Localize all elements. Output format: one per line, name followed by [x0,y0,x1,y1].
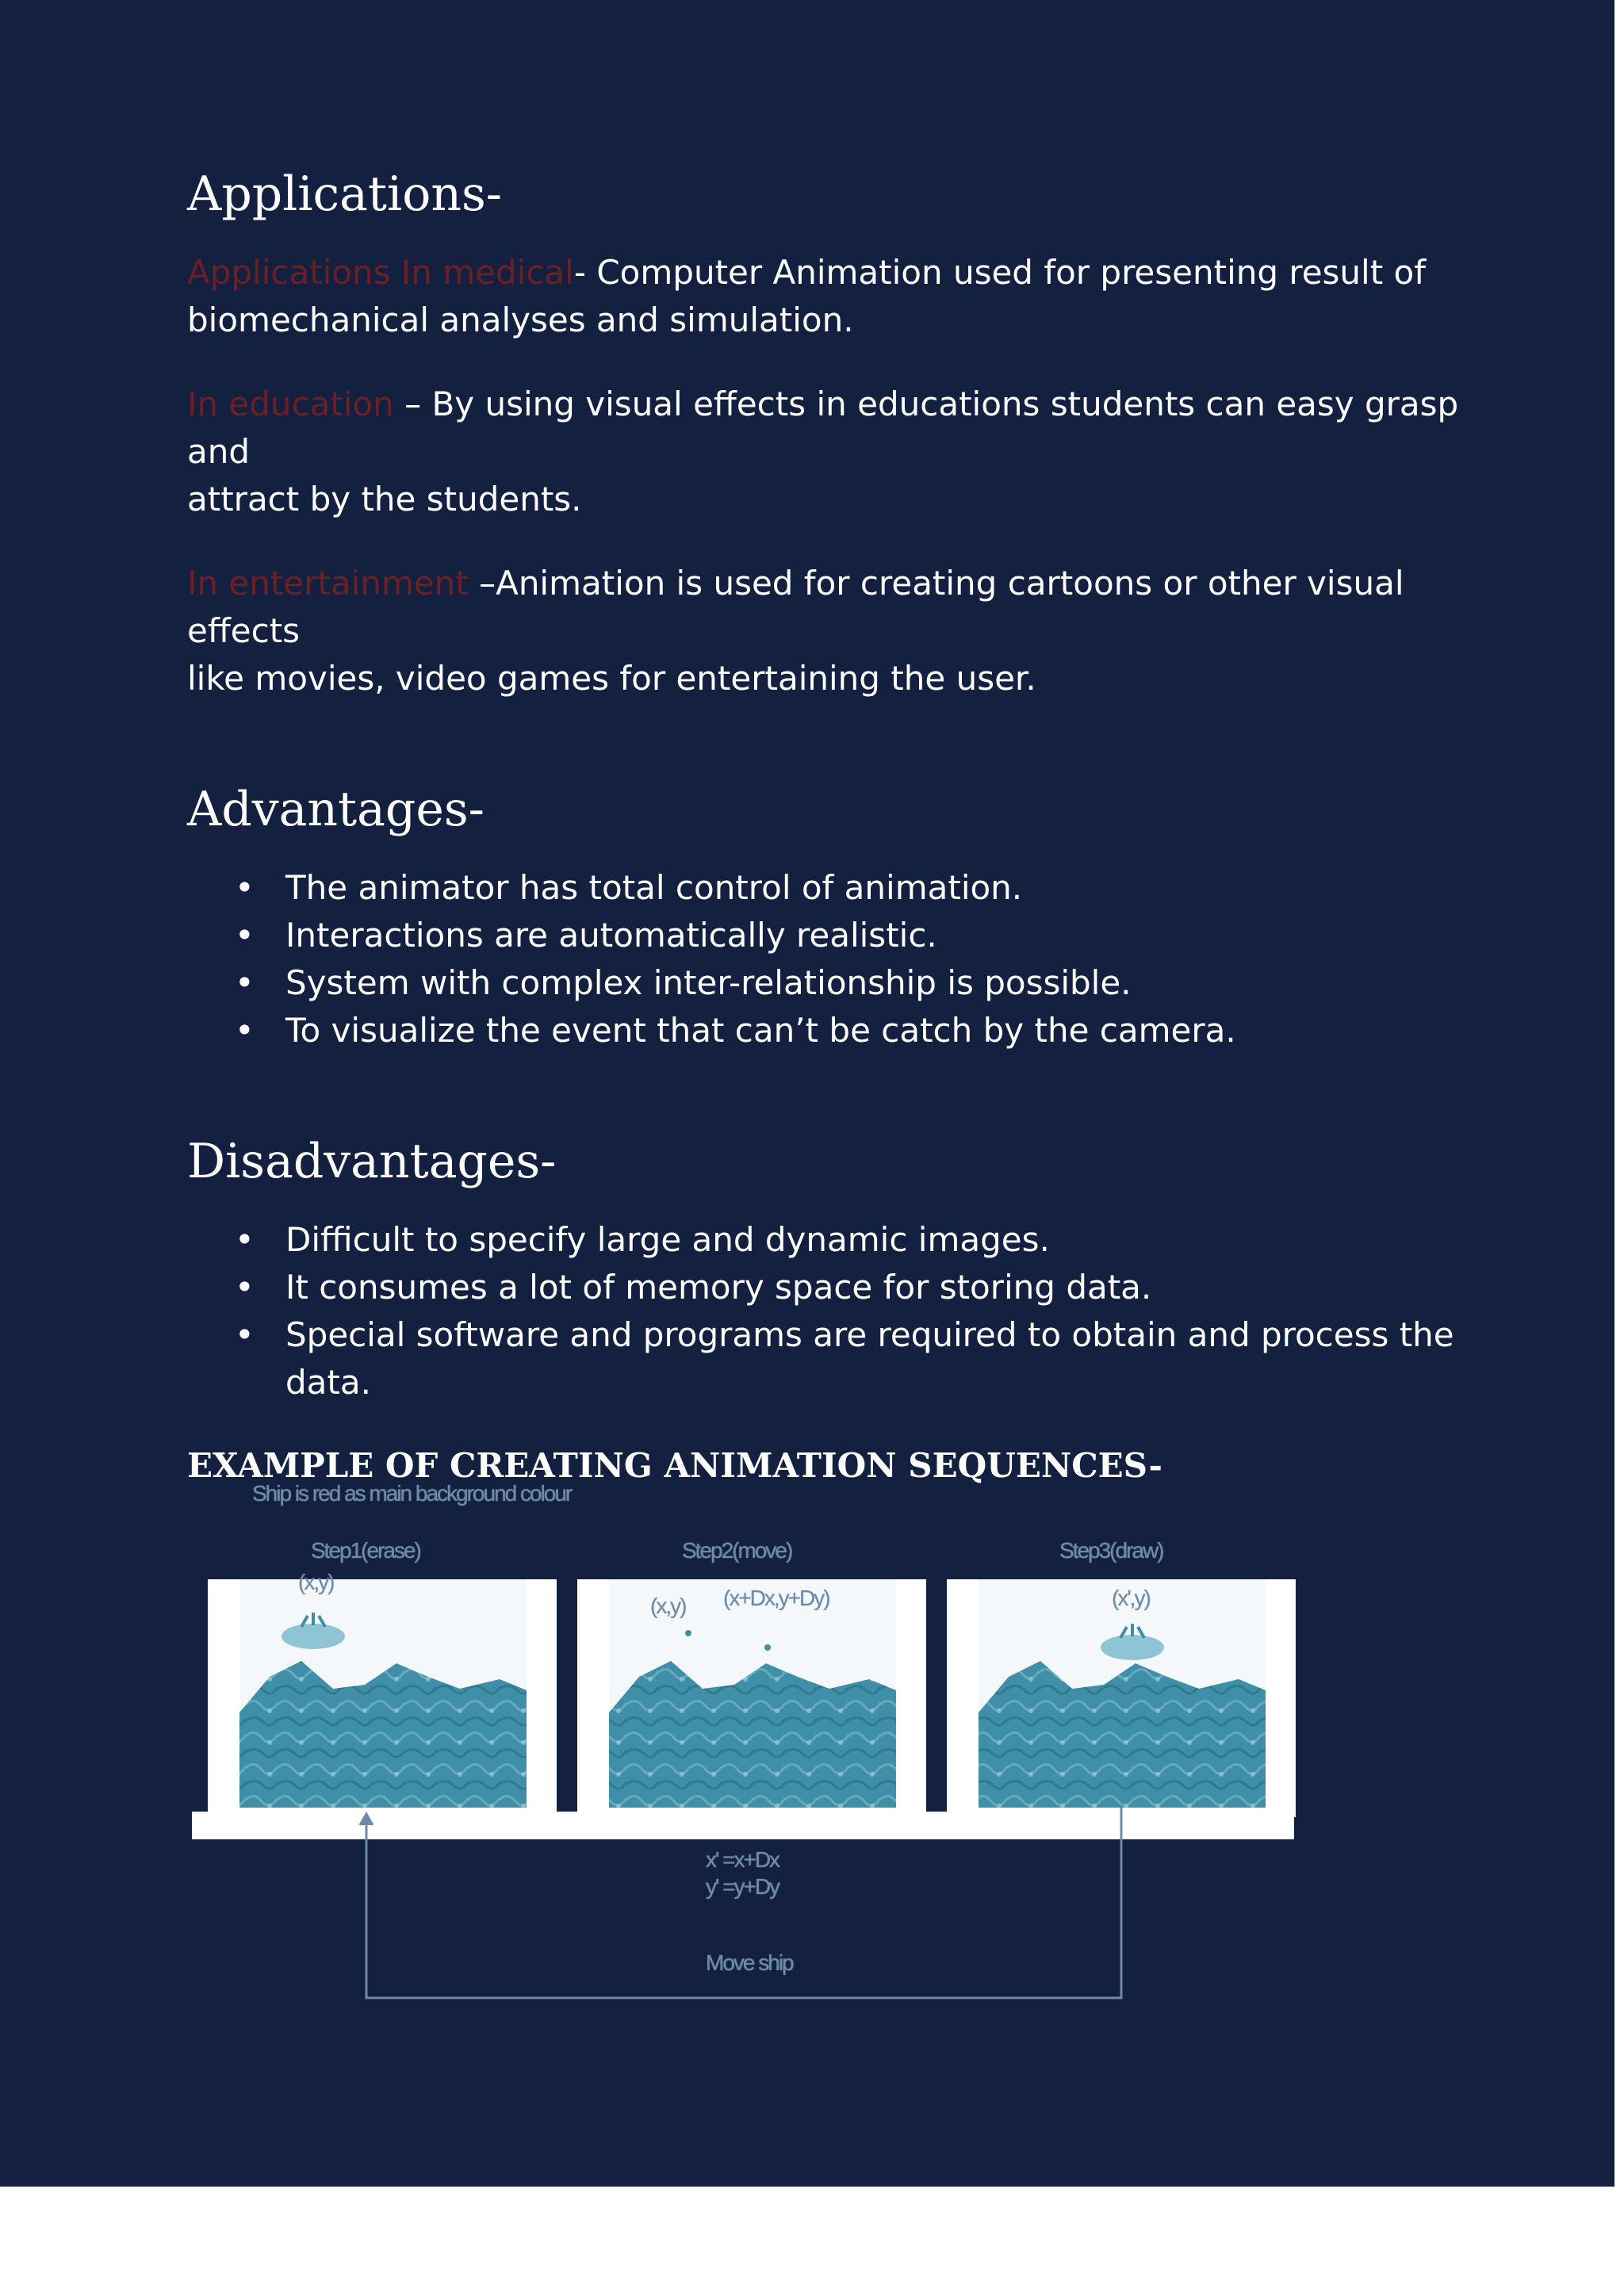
bullet-icon: • [235,868,255,907]
coord-label-step1: (x,y) [298,1570,334,1594]
list-item: • The animator has total control of animation. [187,864,1519,912]
application-text: –Animation is used for creating cartoons or other visual effects [187,564,1404,650]
coord-label-step2-end: (x+Dx,y+Dy) [723,1586,829,1610]
bullet-icon: • [235,1011,255,1050]
list-item: • Special software and programs are required to obtain and process the data. [187,1311,1519,1406]
application-entertainment [187,560,1519,702]
list-item: • To visualize the event that can’t be catch by the camera. [187,1007,1519,1054]
equation-x: x' =x+Dx [706,1847,779,1872]
application-medical [187,249,1519,344]
coord-label-step3: (x',y) [1112,1586,1150,1610]
list-item: • Difficult to specify large and dynamic images. [187,1216,1519,1264]
bullet-icon: • [235,963,255,1002]
point-icon [764,1644,771,1651]
application-text-cont: attract by the students. [187,480,582,519]
application-text: – By using visual effects in educations students can easy grasp and [187,385,1459,471]
application-lead: Applications In medical [187,253,574,292]
point-icon [685,1630,691,1636]
page-content [187,166,1519,1485]
move-ship-label: Move ship [706,1950,793,1975]
bullet-icon: • [235,916,255,955]
frame-step1 [208,1579,557,1817]
step3-label: Step3(draw) [1059,1538,1163,1563]
list-item: • It consumes a lot of memory space for storing data. [187,1264,1519,1311]
ship-icon [282,1624,345,1649]
list-item: • System with complex inter-relationship is possible. [187,959,1519,1007]
frame-step2 [577,1579,926,1817]
step1-label: Step1(erase) [311,1538,420,1563]
coord-label-step2-start: (x,y) [650,1594,686,1618]
advantages-heading: Advantages- [187,782,485,837]
list-item: • Interactions are automatically realistic. [187,912,1519,959]
application-lead: In entertainment [187,564,469,603]
frame-step3 [947,1579,1296,1817]
example-title: EXAMPLE OF CREATING ANIMATION SEQUENCES- [187,1446,1162,1485]
application-text-cont: like movies, video games for entertaining the user. [187,659,1036,698]
disadvantages-heading: Disadvantages- [187,1134,557,1189]
diagram-caption: Ship is red as main background colour [252,1481,572,1506]
step2-label: Step2(move) [682,1538,792,1563]
applications-heading: Applications- [187,166,503,222]
equation-y: y' =y+Dy [706,1874,779,1899]
application-text-cont: biomechanical analyses and simulation. [187,300,854,339]
animation-sequence-diagram [182,1475,1324,2045]
bullet-icon: • [235,1220,255,1259]
application-text: - Computer Animation used for presenting result of [573,253,1427,292]
application-lead: In education [187,385,394,423]
ship-icon [1101,1635,1164,1660]
application-education [187,381,1519,523]
bullet-icon: • [235,1315,255,1354]
advantages-list [187,864,1519,1054]
disadvantages-list [187,1216,1519,1406]
bullet-icon: • [235,1268,255,1307]
